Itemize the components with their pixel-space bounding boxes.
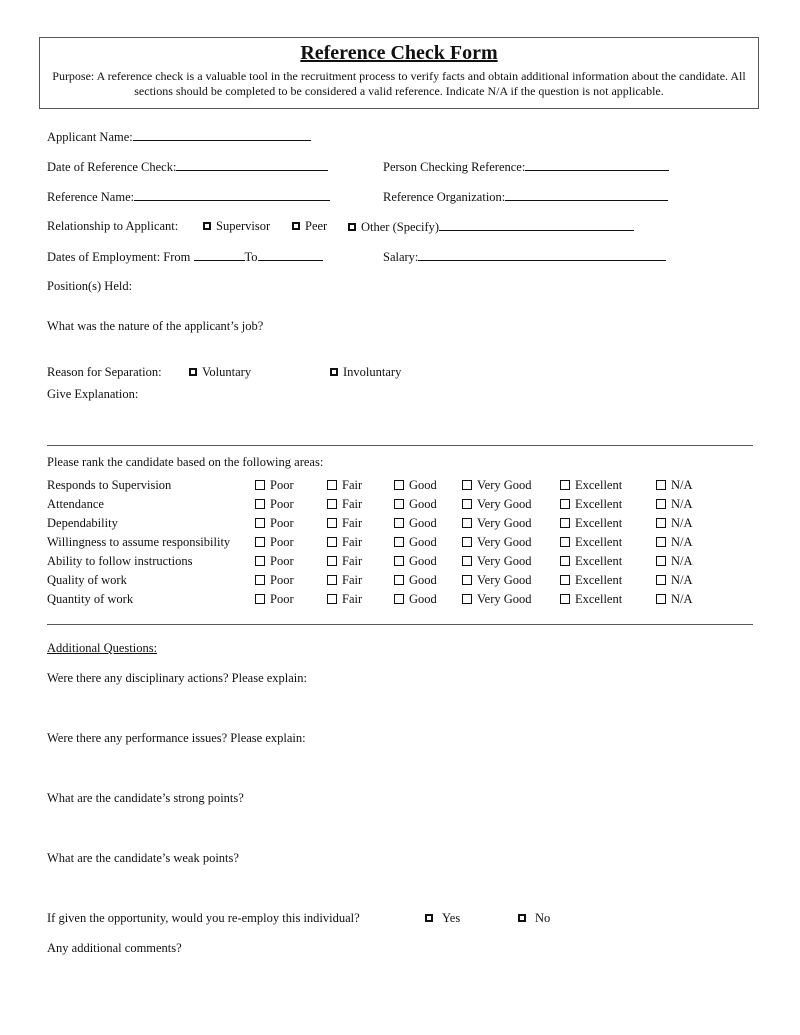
rank-area-label: Attendance <box>47 497 104 511</box>
applicant-name-field[interactable] <box>133 129 311 141</box>
rank-option-label: Good <box>409 535 437 549</box>
rank-option[interactable] <box>255 554 294 569</box>
reference-name-row <box>47 189 330 205</box>
person-checking-field[interactable] <box>525 159 669 171</box>
rank-option-label: Excellent <box>575 554 623 568</box>
strong-points-question: What are the candidate’s strong points? <box>47 791 244 805</box>
rank-option[interactable] <box>327 516 362 531</box>
weak-points-question: What are the candidate’s weak points? <box>47 851 239 865</box>
form-title: Reference Check Form <box>300 42 498 64</box>
rank-option[interactable] <box>255 478 294 493</box>
rank-checkbox[interactable] <box>327 499 337 509</box>
salary-field[interactable] <box>418 249 666 261</box>
involuntary-label: Involuntary <box>343 365 402 379</box>
rank-option-label: N/A <box>671 497 693 511</box>
reference-org-label: Reference Organization: <box>383 190 506 204</box>
rank-checkbox[interactable] <box>462 556 472 566</box>
rank-option[interactable] <box>656 592 693 607</box>
rank-checkbox[interactable] <box>656 556 666 566</box>
rank-option[interactable] <box>255 592 294 607</box>
rel-supervisor-option[interactable] <box>203 219 270 234</box>
rank-option[interactable] <box>394 554 437 569</box>
performance-question: Were there any performance issues? Please explain: <box>47 731 306 745</box>
rank-checkbox[interactable] <box>462 594 472 604</box>
reemploy-question: If given the opportunity, would you re-employ this individual? <box>47 911 360 925</box>
rank-checkbox[interactable] <box>255 518 265 528</box>
divider <box>47 624 753 625</box>
rank-option-label: Fair <box>342 478 363 492</box>
from-date-field[interactable] <box>194 249 245 261</box>
rank-option[interactable] <box>255 497 294 512</box>
rank-option-label: Excellent <box>575 516 623 530</box>
rank-option-label: Very Good <box>477 592 532 606</box>
rank-checkbox[interactable] <box>560 575 570 585</box>
no-checkbox[interactable] <box>518 914 526 922</box>
reference-name-field[interactable] <box>134 189 330 201</box>
rank-option[interactable] <box>255 535 294 550</box>
nature-of-job-label: What was the nature of the applicant’s job? <box>47 319 264 333</box>
form-header <box>39 37 759 109</box>
rank-option-label: Poor <box>270 535 294 549</box>
other-label: Other (Specify) <box>361 220 440 234</box>
rank-option-label: Very Good <box>477 554 532 568</box>
rel-other-option[interactable] <box>348 219 634 235</box>
rank-option-label: Fair <box>342 516 363 530</box>
salary-label: Salary: <box>383 250 419 264</box>
give-explanation-label: Give Explanation: <box>47 387 139 401</box>
rank-option[interactable] <box>560 592 622 607</box>
rank-checkbox[interactable] <box>656 594 666 604</box>
rank-area-label: Ability to follow instructions <box>47 554 193 568</box>
rank-option[interactable] <box>560 478 622 493</box>
voluntary-checkbox[interactable] <box>189 368 197 376</box>
involuntary-checkbox[interactable] <box>330 368 338 376</box>
reemploy-yes-option[interactable] <box>425 911 460 926</box>
rank-checkbox[interactable] <box>656 518 666 528</box>
rank-option-label: Excellent <box>575 497 623 511</box>
rank-area-label: Responds to Supervision <box>47 478 172 492</box>
rank-option-label: N/A <box>671 573 693 587</box>
rank-checkbox[interactable] <box>327 556 337 566</box>
applicant-name-row <box>47 129 311 145</box>
person-checking-row <box>383 159 669 175</box>
rank-option[interactable] <box>255 516 294 531</box>
voluntary-label: Voluntary <box>202 365 252 379</box>
rank-checkbox[interactable] <box>462 575 472 585</box>
rank-checkbox[interactable] <box>255 575 265 585</box>
rank-option-label: Good <box>409 592 437 606</box>
rank-option[interactable] <box>255 573 294 588</box>
rank-option-label: Poor <box>270 478 294 492</box>
rank-option-label: Fair <box>342 592 363 606</box>
rank-checkbox[interactable] <box>462 499 472 509</box>
rank-option-label: Good <box>409 573 437 587</box>
rank-option[interactable] <box>462 554 532 569</box>
rank-checkbox[interactable] <box>327 537 337 547</box>
rank-checkbox[interactable] <box>656 480 666 490</box>
rank-option-label: Poor <box>270 516 294 530</box>
rank-option[interactable] <box>462 516 532 531</box>
purpose-text: Purpose: A reference check is a valuable tool in the recruitment process to verify facts and obtain additional information about the candidate. All sections should be completed to be considered a valid reference. Indicate N/A if the question is not applicable. <box>52 69 746 98</box>
additional-questions-heading: Additional Questions: <box>47 641 158 655</box>
date-of-check-row <box>47 159 328 175</box>
other-checkbox[interactable] <box>348 223 356 231</box>
yes-label: Yes <box>442 911 461 925</box>
relationship-label: Relationship to Applicant: <box>47 219 179 233</box>
rank-option-label: Good <box>409 516 437 530</box>
rank-option[interactable] <box>327 497 362 512</box>
rank-option[interactable] <box>394 592 437 607</box>
rank-area-label: Willingness to assume responsibility <box>47 535 231 549</box>
divider <box>47 445 753 446</box>
rank-checkbox[interactable] <box>327 518 337 528</box>
rank-option-label: Very Good <box>477 573 532 587</box>
rel-peer-option[interactable] <box>292 219 327 234</box>
rank-checkbox[interactable] <box>255 480 265 490</box>
salary-row <box>383 249 666 265</box>
disciplinary-question: Were there any disciplinary actions? Please explain: <box>47 671 308 685</box>
rank-option[interactable] <box>656 478 693 493</box>
rank-checkbox[interactable] <box>656 537 666 547</box>
rank-option-label: Fair <box>342 573 363 587</box>
positions-held-label: Position(s) Held: <box>47 279 133 293</box>
rank-option-label: N/A <box>671 516 693 530</box>
rank-option[interactable] <box>656 497 693 512</box>
reference-org-row <box>383 189 668 205</box>
rank-checkbox[interactable] <box>656 575 666 585</box>
rank-option-label: Good <box>409 554 437 568</box>
rank-checkbox[interactable] <box>255 499 265 509</box>
ranking-intro: Please rank the candidate based on the following areas: <box>47 455 324 469</box>
rank-checkbox[interactable] <box>394 518 404 528</box>
rank-option[interactable] <box>394 535 437 550</box>
rank-option-label: Fair <box>342 535 363 549</box>
rank-option[interactable] <box>656 535 693 550</box>
rank-option[interactable] <box>462 478 532 493</box>
supervisor-checkbox[interactable] <box>203 222 211 230</box>
rank-option[interactable] <box>560 516 622 531</box>
rank-option[interactable] <box>560 535 622 550</box>
dates-employment-row <box>47 249 323 265</box>
rank-checkbox[interactable] <box>656 499 666 509</box>
rank-checkbox[interactable] <box>394 499 404 509</box>
rank-checkbox[interactable] <box>560 594 570 604</box>
rank-checkbox[interactable] <box>394 537 404 547</box>
rank-option[interactable] <box>462 535 532 550</box>
supervisor-label: Supervisor <box>216 219 271 233</box>
rank-option-label: Poor <box>270 573 294 587</box>
rank-checkbox[interactable] <box>394 575 404 585</box>
rank-option[interactable] <box>394 478 437 493</box>
rank-option-label: Excellent <box>575 478 623 492</box>
rank-checkbox[interactable] <box>255 594 265 604</box>
rank-option-label: N/A <box>671 535 693 549</box>
rank-checkbox[interactable] <box>327 594 337 604</box>
rank-area-label: Dependability <box>47 516 118 530</box>
rank-checkbox[interactable] <box>560 556 570 566</box>
rank-checkbox[interactable] <box>560 518 570 528</box>
rank-checkbox[interactable] <box>462 480 472 490</box>
rank-option-label: N/A <box>671 478 693 492</box>
rank-option[interactable] <box>656 516 693 531</box>
rank-option[interactable] <box>560 554 622 569</box>
to-label: To <box>244 250 258 264</box>
reference-name-label: Reference Name: <box>47 190 135 204</box>
rank-option-label: Very Good <box>477 497 532 511</box>
no-label: No <box>535 911 551 925</box>
rank-option-label: Excellent <box>575 592 623 606</box>
rank-checkbox[interactable] <box>255 556 265 566</box>
rank-checkbox[interactable] <box>462 537 472 547</box>
rank-area-label: Quality of work <box>47 573 127 587</box>
applicant-name-label: Applicant Name: <box>47 130 133 144</box>
rank-option-label: Very Good <box>477 516 532 530</box>
rank-checkbox[interactable] <box>394 556 404 566</box>
rank-area-label: Quantity of work <box>47 592 134 606</box>
rank-checkbox[interactable] <box>560 499 570 509</box>
rank-option[interactable] <box>656 573 693 588</box>
rank-option[interactable] <box>394 497 437 512</box>
peer-label: Peer <box>305 219 328 233</box>
rank-checkbox[interactable] <box>394 480 404 490</box>
rank-option-label: Good <box>409 497 437 511</box>
rank-option-label: Fair <box>342 554 363 568</box>
rank-option[interactable] <box>327 535 362 550</box>
person-checking-label: Person Checking Reference: <box>383 160 526 174</box>
rank-option[interactable] <box>327 554 362 569</box>
date-of-check-label: Date of Reference Check: <box>47 160 177 174</box>
rank-checkbox[interactable] <box>327 480 337 490</box>
rank-option-label: Excellent <box>575 535 623 549</box>
rank-option[interactable] <box>394 516 437 531</box>
rank-option[interactable] <box>462 573 532 588</box>
additional-comments-question: Any additional comments? <box>47 941 182 955</box>
rank-checkbox[interactable] <box>560 537 570 547</box>
yes-checkbox[interactable] <box>425 914 433 922</box>
dates-employment-label: Dates of Employment: From <box>47 250 191 264</box>
rank-option[interactable] <box>560 573 622 588</box>
rank-option-label: N/A <box>671 554 693 568</box>
rank-option-label: Poor <box>270 592 294 606</box>
to-date-field[interactable] <box>258 249 323 261</box>
rank-option-label: Excellent <box>575 573 623 587</box>
rank-checkbox[interactable] <box>327 575 337 585</box>
voluntary-option[interactable] <box>189 365 251 380</box>
involuntary-option[interactable] <box>330 365 401 380</box>
rank-checkbox[interactable] <box>394 594 404 604</box>
rank-checkbox[interactable] <box>560 480 570 490</box>
rank-option[interactable] <box>462 592 532 607</box>
peer-checkbox[interactable] <box>292 222 300 230</box>
rank-option-label: Poor <box>270 554 294 568</box>
rank-checkbox[interactable] <box>255 537 265 547</box>
other-specify-field[interactable] <box>439 219 634 231</box>
rank-option[interactable] <box>327 573 362 588</box>
rank-option[interactable] <box>327 478 362 493</box>
rank-option-label: Fair <box>342 497 363 511</box>
rank-option[interactable] <box>394 573 437 588</box>
rank-option-label: N/A <box>671 592 693 606</box>
reference-org-field[interactable] <box>505 189 668 201</box>
rank-option-label: Very Good <box>477 478 532 492</box>
rank-checkbox[interactable] <box>462 518 472 528</box>
rank-option-label: Good <box>409 478 437 492</box>
rank-option[interactable] <box>462 497 532 512</box>
rank-option[interactable] <box>560 497 622 512</box>
rank-option-label: Poor <box>270 497 294 511</box>
rank-option[interactable] <box>327 592 362 607</box>
reason-separation-label: Reason for Separation: <box>47 365 162 379</box>
rank-option-label: Very Good <box>477 535 532 549</box>
reemploy-no-option[interactable] <box>518 911 550 926</box>
date-of-check-field[interactable] <box>176 159 328 171</box>
rank-option[interactable] <box>656 554 693 569</box>
